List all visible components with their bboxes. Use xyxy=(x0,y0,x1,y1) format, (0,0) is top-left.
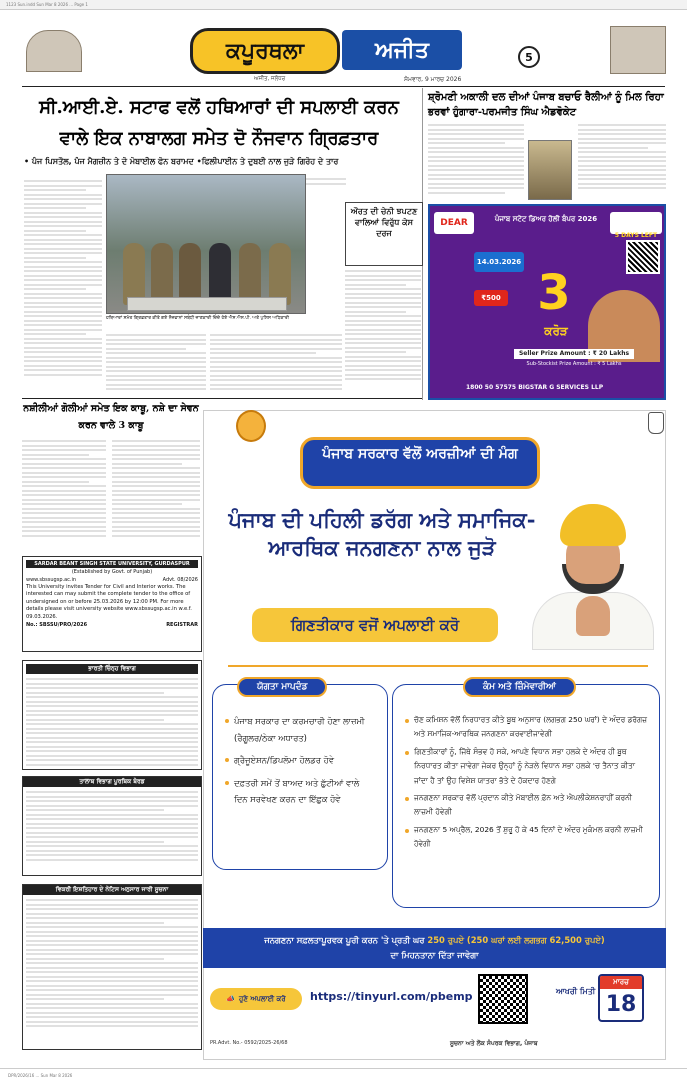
calendar-day: 18 xyxy=(605,992,637,1017)
ad-honorarium-banner xyxy=(203,928,666,968)
story3-headline: ਨਸ਼ੀਲੀਆਂ ਗੋਲੀਆਂ ਸਮੇਤ ਇਕ ਕਾਬੂ, ਨਸ਼ੇ ਦਾ ਸੇਵਨ ਕਰਨ ਵਾਲੇ 3 ਕਾਬੂ xyxy=(23,403,199,431)
banner-highlight: 250 ਰੁਪਏ (250 ਘਰਾਂ ਲਈ ਲਗਭਗ 62,500 ਰੁਪਏ) xyxy=(427,935,605,945)
notice-block-3 xyxy=(22,884,202,1050)
lottery-qr-code xyxy=(626,240,660,274)
story1-text-col2 xyxy=(106,334,206,400)
apply-qr-code[interactable] xyxy=(478,974,528,1024)
tender-advt: Advt. 08/2026 xyxy=(162,577,198,583)
print-strip-top: 1123 Sun.indd Sun Mar 8 2026 ... Page 1 xyxy=(0,0,687,10)
tender-body: This University invites Tender for Civil and Interior works. The interested can may submit the complete tender to the office of undersigned on or before 25.03.2026 by 12:00 PM. For more details please visit university website www.sbssugsp.ac.in w.e.f. 09.03.2026. xyxy=(26,584,192,620)
story3-text-col2 xyxy=(112,440,200,552)
lottery-ad xyxy=(428,204,666,400)
ad-apply-banner: ਗਿਣਤੀਕਾਰ ਵਜੋਂ ਅਪਲਾਈ ਕਰੋ xyxy=(252,608,498,642)
story1-text-col1 xyxy=(24,180,102,400)
lottery-prize-amount: 3 xyxy=(537,265,571,321)
eligibility-item: ਗ੍ਰੈਜੂਏਸ਼ਨ/ਡਿਪਲੋਮਾ ਹੋਲਡਰ ਹੋਵੇ xyxy=(225,752,375,769)
duty-item: ਚੋਣ ਕਮਿਸ਼ਨ ਵੱਲੋਂ ਨਿਰਧਾਰਤ ਕੀਤੇ ਬੂਥ ਅਨੁਸਾਰ (ਲਗਭਗ 250 ਘਰਾਂ) ਦੇ ਅੰਦਰ ਡਰੱਗਜ਼ ਅਤੇ ਸਮਾਜਿਕ-ਆਰਥਿਕ ਜਨਗਣਨਾ ਕਰਵਾਈਜਾਵੇਗੀ xyxy=(405,713,649,742)
masthead-title-ajit: ਅਜੀਤ xyxy=(342,30,462,70)
story1-headline: ਸੀ.ਆਈ.ਏ. ਸਟਾਫ ਵਲੋਂ ਹਥਿਆਰਾਂ ਦੀ ਸਪਲਾਈ ਕਰਨ ਵਾਲੇ ਇਕ ਨਾਬਾਲਗ ਸਮੇਤ ਦੋ ਨੌਜਵਾਨ ਗ੍ਰਿਫ਼ਤਾਰ xyxy=(39,97,399,149)
story1-photo-caption: ਹਥਿਆਰਾਂ ਸਮੇਤ ਗ੍ਰਿਫ਼ਤਾਰ ਕੀਤੇ ਗਏ ਨੌਜਵਾਨਾਂ ਸਬੰਧੀ ਜਾਣਕਾਰੀ ਦਿੰਦੇ ਹੋਏ ਐਸ.ਐਸ.ਪੀ. ਅਤੇ ਪੁਲਿਸ ਅਧਿਕਾਰੀ xyxy=(106,316,289,321)
banner-text-post: ਦਾ ਮਿਹਨਤਾਨਾ ਦਿੱਤਾ ਜਾਵੇਗਾ xyxy=(390,950,479,960)
ad-state-emblem xyxy=(648,412,664,434)
notice-head-3: ਵਿਕਰੀ ਇਸ਼ਤਿਹਾਰ ਦੇ ਨੋਟਿਸ ਅਨੁਸਾਰ ਜਾਰੀ ਸੂਚਨਾ xyxy=(23,885,201,895)
story2-headline: ਸ਼੍ਰੋਮਣੀ ਅਕਾਲੀ ਦਲ ਦੀਆਂ ਪੰਜਾਬ ਬਚਾਓ ਰੈਲੀਆਂ ਨੂੰ ਮਿਲ ਰਿਹਾ ਭਰਵਾਂ ਹੁੰਗਾਰਾ-ਪਰਮਜੀਤ ਸਿੰਘ ਐਡਵੋਕੇਟ xyxy=(428,92,664,118)
duty-item: ਗਿਣਤੀਕਾਰਾਂ ਨੂੰ, ਜਿੱਥੇ ਸੰਭਵ ਹੋ ਸਕੇ, ਆਪਣੇ ਵਿਧਾਨ ਸਭਾ ਹਲਕੇ ਦੇ ਅੰਦਰ ਹੀ ਬੂਥ ਨਿਰਧਾਰਤ ਕੀਤਾ ਜਾਵੇਗਾ ਜੇਕਰ ਉਨ੍ਹਾਂ ਨੂੰ ਨੇੜਲੇ ਵਿਧਾਨ ਸਭਾ ਹਲਕੇ 'ਚ ਤੈਨਾਤ ਕੀਤਾ ਜਾਂਦਾ ਹੈ ਤਾਂ ਉਹ ਵਿਸ਼ੇਸ਼ ਯਾਤਰਾ ਭੱਤੇ ਦੇ ਹੱਕਦਾਰ ਹੋਣਗੇ xyxy=(405,745,649,788)
masthead-building-left xyxy=(26,30,82,72)
tender-website: www.sbssugsp.ac.in xyxy=(26,577,77,583)
tender-sign: REGISTRAR xyxy=(166,622,198,629)
notice-head-2: ਤਾਲਾਬ ਵਿਭਾਗ ਪੂਰਬਿਕ ਬੋਰਡ xyxy=(23,777,201,787)
masthead-building-right xyxy=(610,26,666,74)
duty-item: ਜਨਗਣਨਾ 5 ਅਪ੍ਰੈਲ, 2026 ਤੋਂ ਸ਼ੁਰੂ ਹੋ ਕੇ 45 ਦਿਨਾਂ ਦੇ ਅੰਦਰ ਮੁਕੰਮਲ ਕਰਨੀ ਲਾਜ਼ਮੀ ਹੋਵੇਗੀ xyxy=(405,823,649,852)
ad-eligibility-head: ਯੋਗਤਾ ਮਾਪਦੰਡ xyxy=(237,677,327,697)
section-rule xyxy=(22,398,422,399)
story1-subhead: • ਪੰਜ ਪਿਸਤੌਲ, ਪੰਜ ਮੈਗਜ਼ੀਨ ਤੇ ਦੋ ਮੋਬਾਈਲ ਫੋਨ ਬਰਾਮਦ •ਫਿਲੀਪਾਈਨ ਤੇ ਦੁਬਈ ਨਾਲ ਜੁੜੇ ਗਿਰੋਹ ਦੇ ਤਾਰ xyxy=(24,157,339,166)
ad-eligibility-box xyxy=(212,684,388,870)
masthead-date: ਸੋਮਵਾਰ, 9 ਮਾਰਚ 2026 xyxy=(404,76,462,83)
story-box xyxy=(345,202,423,266)
lottery-price: ₹500 xyxy=(474,290,508,306)
banner-text-pre: ਜਨਗਣਨਾ ਸਫ਼ਲਤਾਪੂਰਵਕ ਪੂਰੀ ਕਰਨ 'ਤੇ ਪ੍ਰਤੀ ਘਰ xyxy=(264,935,428,945)
lottery-days-left: 5 DAYS LEFT xyxy=(614,232,658,239)
tender-line2: (Established by Govt. of Punjab) xyxy=(71,569,153,575)
page-number: 5 xyxy=(518,46,540,68)
lottery-phone: 1800 50 57575 BIGSTAR G SERVICES LLP xyxy=(466,384,604,391)
ad-pr-number: PR.Advt. No.- 0592/2025-26/68 xyxy=(210,1040,288,1046)
story-box-headline: ਔਰਤ ਦੀ ਚੇਨੀ ਝਪਟਣ ਵਾਲਿਆਂ ਵਿਰੁੱਧ ਕੇਸ ਦਰਜ xyxy=(350,206,418,238)
ad-seal-logo xyxy=(236,410,266,442)
story3-text-col1 xyxy=(22,440,106,552)
ad-divider xyxy=(228,665,648,667)
calendar-month: ਮਾਰਚ xyxy=(600,976,642,989)
masthead xyxy=(22,16,665,84)
eligibility-item: ਦਫ਼ਤਰੀ ਸਮੇਂ ਤੋਂ ਬਾਅਦ ਅਤੇ ਛੁੱਟੀਆਂ ਵਾਲੇ ਦਿਨ ਸਰਵੇਖਣ ਕਰਨ ਦਾ ਇੱਛੁਕ ਹੋਵੇ xyxy=(225,775,375,808)
apply-now-label: ਹੁਣੇ ਅਪਲਾਈ ਕਰੋ xyxy=(239,994,286,1003)
notice-head-1: ਭਾਰਤੀ ਚਿੰਨ੍ਹ ਵਿਭਾਗ xyxy=(26,664,198,674)
apply-now-button[interactable] xyxy=(210,988,302,1010)
story2-text-col2 xyxy=(578,124,666,200)
eligibility-item: ਪੰਜਾਬ ਸਰਕਾਰ ਦਾ ਕਰਮਚਾਰੀ ਹੋਣਾ ਲਾਜ਼ਮੀ (ਰੈਗੂਲਰ/ਠੇਕਾ ਅਧਾਰਤ) xyxy=(225,713,375,746)
ad-title: ਪੰਜਾਬ ਦੀ ਪਹਿਲੀ ਡਰੱਗ ਅਤੇ ਸਮਾਜਿਕ-ਆਰਥਿਕ ਜਨਗਣਨਾ ਨਾਲ ਜੁੜੋ xyxy=(228,507,536,560)
ad-cm-portrait xyxy=(518,504,664,650)
last-date-label: ਆਖਰੀ ਮਿਤੀ xyxy=(556,987,596,996)
apply-url-link[interactable]: https://tinyurl.com/pbemp xyxy=(310,990,473,1003)
punjab-lotteries-logo xyxy=(610,212,662,234)
story2-portrait xyxy=(528,140,572,200)
ad-pill-heading: ਪੰਜਾਬ ਸਰਕਾਰ ਵੱਲੋਂ ਅਰਜ਼ੀਆਂ ਦੀ ਮੰਗ xyxy=(300,437,540,489)
masthead-subtitle: ਅਜੀਤ, ਜਲੰਧਰ xyxy=(254,76,286,82)
lottery-brand: DEAR xyxy=(434,212,474,234)
tender-notice xyxy=(22,556,202,652)
duty-item: ਜਨਗਣਨਾ ਸਰਕਾਰ ਵੱਲੋਂ ਪ੍ਰਦਾਨ ਕੀਤੇ ਮੋਬਾਈਲ ਫ਼ੋਨ ਅਤੇ ਐਪਲੀਕੇਸ਼ਨਰਾਹੀਂ ਕਰਨੀ ਲਾਜ਼ਮੀ ਹੋਵੇਗੀ xyxy=(405,791,649,820)
ad-duties-box xyxy=(392,684,660,908)
megaphone-icon: 📣 xyxy=(226,995,236,1003)
last-date-calendar-icon xyxy=(598,974,644,1022)
lottery-prize-unit: ਕਰੋੜ xyxy=(544,324,568,338)
lottery-draw-date: 14.03.2026 xyxy=(474,252,524,272)
masthead-rule xyxy=(22,86,665,87)
notice-block-2 xyxy=(22,776,202,876)
portrait-turban xyxy=(560,504,626,546)
notice-block-1 xyxy=(22,660,202,770)
ad-duties-head: ਕੰਮ ਅਤੇ ਜ਼ਿੰਮੇਵਾਰੀਆਂ xyxy=(463,677,576,697)
lottery-title: ਪੰਜਾਬ ਸਟੇਟ ਡਿਅਰ ਹੋਲੀ ਬੰਪਰ 2026 xyxy=(494,215,598,223)
tender-head: SARDAR BEANT SINGH STATE UNIVERSITY, GURDASPUR xyxy=(26,560,198,568)
story2-text-col1 xyxy=(428,124,524,200)
portrait-folded-hands xyxy=(576,596,610,636)
lottery-sub-seller-prize: Sub-Stockist Prize Amount : ₹ 5 Lakhs xyxy=(526,361,622,367)
story1-photo xyxy=(106,174,306,314)
print-strip-bottom: DPR/2026/16 ... Sun Mar 8 2026 xyxy=(0,1068,687,1089)
story-box-text xyxy=(345,270,421,398)
lottery-seller-prize: Seller Prize Amount : ₹ 20 Lakhs xyxy=(514,349,634,359)
story1-text-col3 xyxy=(210,334,342,400)
tender-ref: No.: SBSSU/PRO/2026 xyxy=(26,622,88,629)
ad-issuer: ਸੂਚਨਾ ਅਤੇ ਲੋਕ ਸੰਪਰਕ ਵਿਭਾਗ, ਪੰਜਾਬ xyxy=(450,1040,538,1047)
masthead-title-kapurthala: ਕਪੂਰਥਲਾ xyxy=(190,28,340,74)
